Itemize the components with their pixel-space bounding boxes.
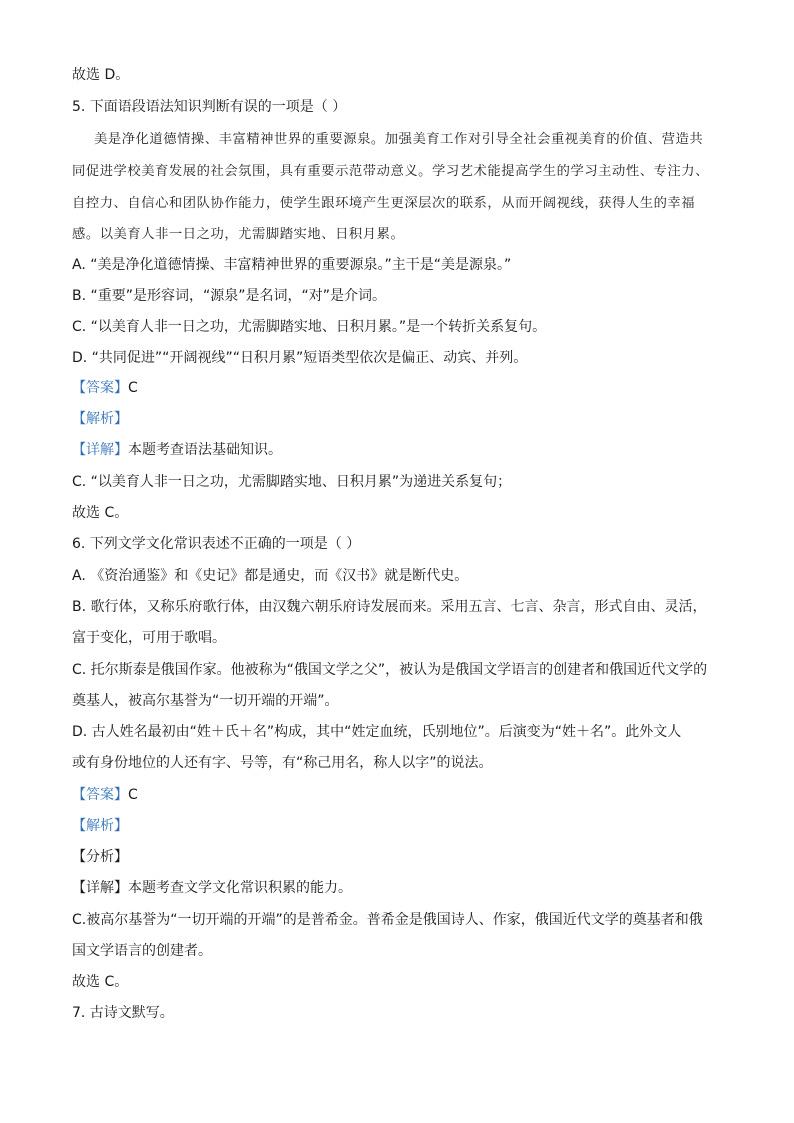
line-text: 故选 D。	[72, 67, 130, 83]
option-b	[72, 287, 386, 305]
detail-line	[72, 879, 352, 897]
answer-value: C	[128, 380, 138, 396]
option-c-cont	[72, 692, 339, 710]
answer-choice-line	[72, 504, 128, 522]
passage-line	[72, 163, 709, 181]
question-7-title	[72, 1004, 174, 1022]
line-text: B. “重要”是形容词，“源泉”是名词，“对”是介词。	[72, 288, 387, 304]
line-text: A. “美是净化道德情操、丰富精神世界的重要源泉。”主干是“美是源泉。”	[72, 257, 512, 273]
option-d	[72, 723, 681, 741]
line-text: D. 古人姓名最初由“姓＋氏＋名”构成，其中“姓定血统，氏别地位”。后演变为“姓＋名”。此外文人	[72, 724, 682, 740]
analysis-line	[72, 817, 128, 835]
line-text: 同促进学校美育发展的社会氛围，具有重要示范带动意义。学习艺术能提高学生的学习主动性、专注力、	[72, 164, 709, 179]
line-text: 本题考查文学文化常识积累的能力。	[128, 880, 352, 896]
line-text: 5. 下面语段语法知识判断有误的一项是（ ）	[72, 99, 347, 115]
line-text: C. 托尔斯泰是俄国作家。他被称为“俄国文学之父”，被认为是俄国文学语言的创建者和俄国近代文学的	[72, 662, 708, 678]
line-text: 感。以美育人非一日之功，尤需脚踏实地、日积月累。	[72, 227, 405, 242]
answer-choice-line	[72, 66, 129, 84]
detail-line	[72, 441, 282, 459]
line-text: D. “共同促进”“开阔视线”“日积月累”短语类型依次是偏正、动宾、并列。	[72, 350, 528, 366]
answer-line	[72, 786, 138, 804]
option-d	[72, 349, 527, 367]
passage-line	[72, 226, 404, 244]
line-text: B. 歌行体，又称乐府歌行体，由汉魏六朝乐府诗发展而来。采用五言、七言、杂言，形式自由、灵活，	[72, 599, 707, 615]
detail-tag: 【详解】	[72, 442, 128, 458]
option-b-cont	[72, 629, 226, 647]
answer-value: C	[128, 787, 138, 803]
line-text: C. “以美育人非一日之功，尤需脚踏实地、日积月累”为递进关系复句；	[72, 474, 512, 490]
breakdown-line	[72, 848, 128, 866]
line-text: 故选 C。	[72, 505, 129, 521]
question-5-title	[72, 98, 346, 116]
option-d-cont	[72, 754, 493, 772]
line-text: 或有身份地位的人还有字、号等，有“称己用名，称人以字”的说法。	[72, 755, 493, 771]
explanation-line-cont	[72, 942, 212, 960]
answer-tag: 【答案】	[72, 380, 128, 396]
option-a	[72, 567, 468, 585]
option-c	[72, 661, 707, 679]
line-text: 国文学语言的创建者。	[72, 943, 212, 959]
line-text: 美是净化道德情操、丰富精神世界的重要源泉。加强美育工作对引导全社会重视美育的价值、营造共	[94, 132, 704, 147]
option-b	[72, 598, 707, 616]
explanation-line	[72, 911, 703, 929]
question-6-title	[72, 535, 360, 553]
line-text: 故选 C。	[72, 974, 129, 990]
line-text: C.被高尔基誉为“一切开端的开端”的是普希金。普希金是俄国诗人、作家，俄国近代文学的奠基者和俄	[72, 912, 703, 928]
option-a	[72, 256, 511, 274]
line-text: 6. 下列文学文化常识表述不正确的一项是（ ）	[72, 536, 361, 552]
detail-tag: 【详解】	[72, 880, 128, 896]
line-text: 本题考查语法基础知识。	[128, 442, 282, 458]
analysis-line	[72, 410, 128, 428]
line-text: C. “以美育人非一日之功，尤需脚踏实地、日积月累。”是一个转折关系复句。	[72, 319, 547, 335]
answer-line	[72, 379, 138, 397]
breakdown-tag: 【分析】	[72, 849, 128, 865]
explanation-line	[72, 473, 511, 491]
passage-line	[94, 131, 703, 149]
line-text: 自控力、自信心和团队协作能力，使学生跟环境产生更深层次的联系，从而开阔视线，获得人生的幸福	[72, 196, 696, 211]
line-text: 7. 古诗文默写。	[72, 1005, 174, 1021]
answer-tag: 【答案】	[72, 787, 128, 803]
line-text: A. 《资治通鉴》和《史记》都是通史，而《汉书》就是断代史。	[72, 568, 469, 584]
analysis-tag: 【解析】	[72, 411, 128, 427]
analysis-tag: 【解析】	[72, 818, 128, 834]
line-text: 奠基人，被高尔基誉为“一切开端的开端”。	[72, 693, 339, 709]
option-c	[72, 318, 546, 336]
passage-line	[72, 195, 695, 213]
answer-choice-line	[72, 973, 128, 991]
line-text: 富于变化，可用于歌唱。	[72, 630, 226, 646]
